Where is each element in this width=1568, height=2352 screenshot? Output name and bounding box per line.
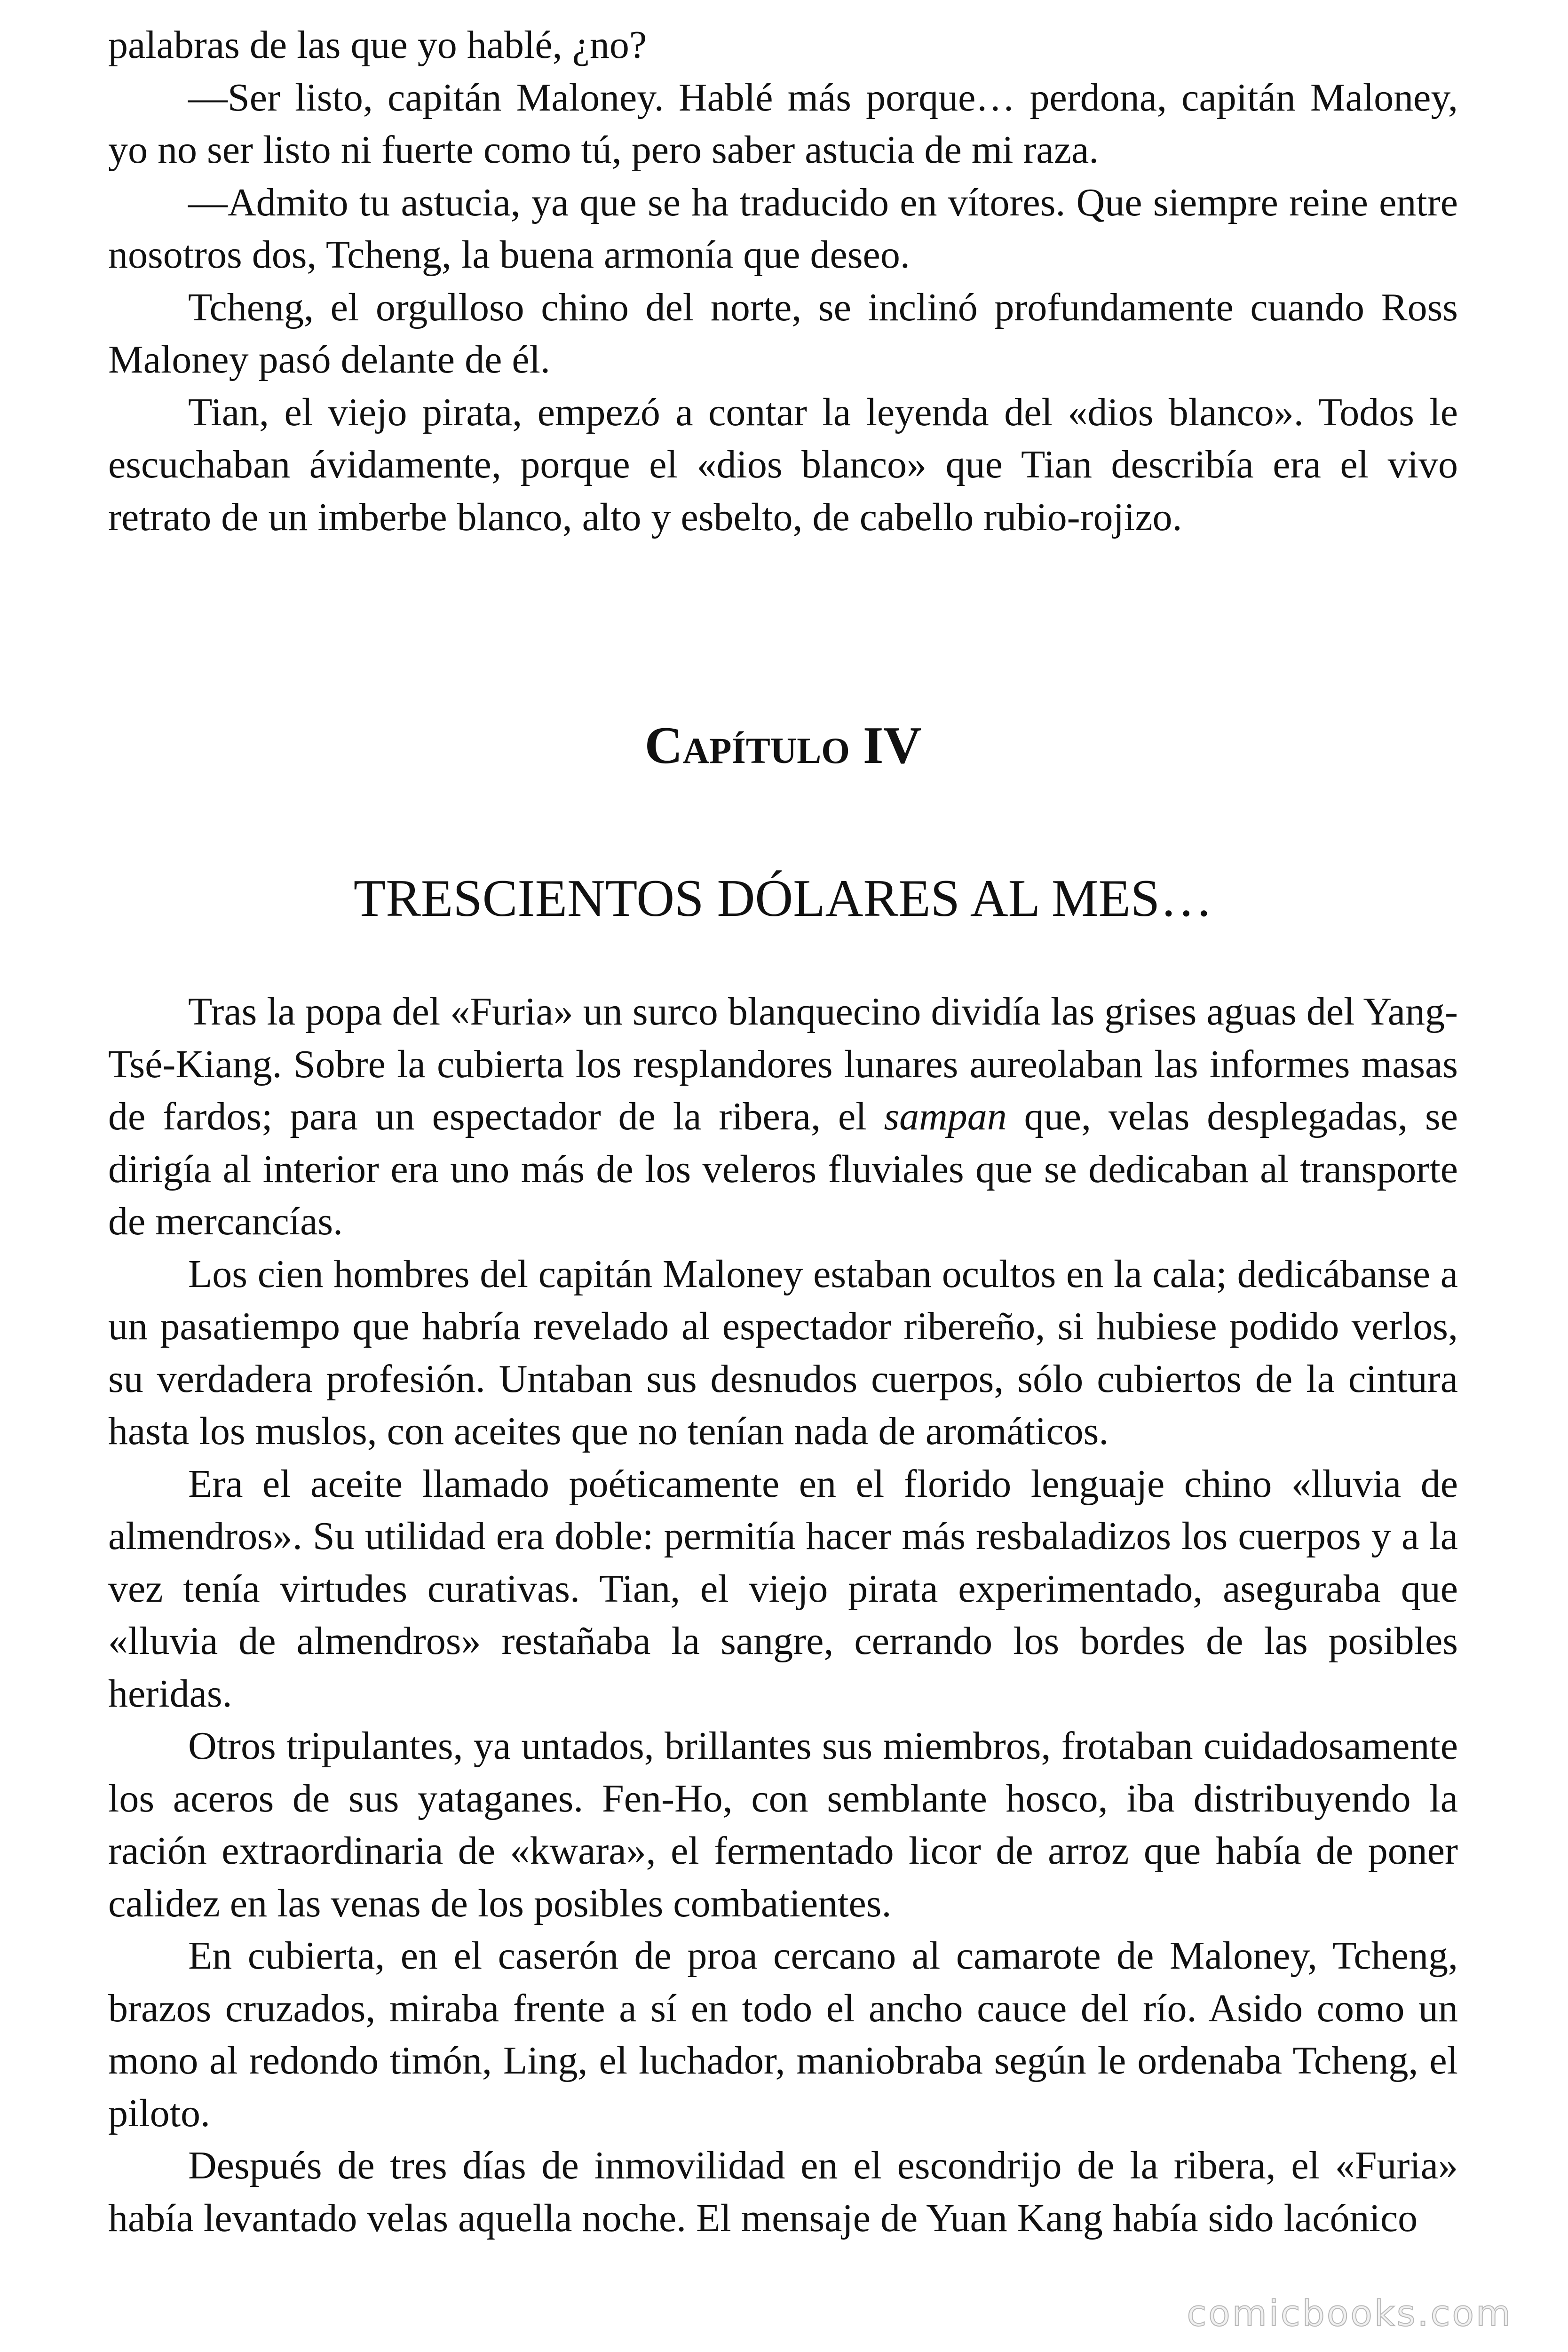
- chapter-number: IV: [863, 716, 922, 775]
- paragraph: Era el aceite llamado poéticamente en el florido lenguaje chino «lluvia de almendros». Su utilidad era doble: permitía hacer más resbaladizos los cuerpos y a la vez tenía virtudes curativas. Tian, el viejo pirata experimentado, aseguraba que «lluvia de almendros» restañaba la sangre, cerrando los bordes de las posibles heridas.: [108, 1462, 1458, 1716]
- paragraph: palabras de las que yo hablé, ¿no?: [108, 23, 647, 67]
- chapter-body: [108, 985, 1458, 2244]
- chapter-label-word: Capítulo: [644, 716, 850, 775]
- watermark-logo: comicbooks.com: [1187, 2292, 1513, 2334]
- paragraph: —Ser listo, capitán Maloney. Hablé más porque… perdona, capitán Maloney, yo no ser listo ni fuerte como tú, pero saber astucia de mi raza.: [108, 75, 1458, 172]
- paragraph: Tcheng, el orgulloso chino del norte, se inclinó profundamente cuando Ross Maloney pasó delante de él.: [108, 285, 1458, 381]
- paragraph-text: que, velas desplegadas, se dirigía al interior era uno más de los veleros fluviales que se dedicaban al transporte de mercancías.: [108, 1095, 1458, 1243]
- paragraph: Los cien hombres del capitán Maloney estaban ocultos en la cala; dedicábanse a un pasatiempo que habría revelado al espectador ribereño, si hubiese podido verlos, su verdadera profesión. Untaban sus desnudos cuerpos, sólo cubiertos de la cintura hasta los muslos, con aceites que no tenían nada de aromáticos.: [108, 1252, 1458, 1453]
- paragraph: [108, 985, 1458, 1248]
- paragraph: Después de tres días de inmovilidad en el escondrijo de la ribera, el «Furia» había levantado velas aquella noche. El mensaje de Yuan Kang había sido lacónico: [108, 2144, 1458, 2240]
- paragraph: Tian, el viejo pirata, empezó a contar la leyenda del «dios blanco». Todos le escuchaban ávidamente, porque el «dios blanco» que Tian describía era el vivo retrato de un imberbe blanco, alto y esbelto, de cabello rubio-rojizo.: [108, 390, 1458, 539]
- chapter-title: TRESCIENTOS DÓLARES AL MES…: [353, 869, 1213, 928]
- paragraph: —Admito tu astucia, ya que se ha traducido en vítores. Que siempre reine entre nosotros dos, Tcheng, la buena armonía que deseo.: [108, 180, 1458, 277]
- paragraph: En cubierta, en el caserón de proa cercano al camarote de Maloney, Tcheng, brazos cruzados, miraba frente a sí en todo el ancho cauce del río. Asido como un mono al redondo timón, Ling, el luchador, maniobraba según le ordenaba Tcheng, el piloto.: [108, 1934, 1458, 2135]
- paragraph: Otros tripulantes, ya untados, brillantes sus miembros, frotaban cuidadosamente los aceros de sus yataganes. Fen-Ho, con semblante hosco, iba distribuyendo la ración extraordinaria de «kwara», el fermentado licor de arroz que había de poner calidez en las venas de los posibles combatientes.: [108, 1724, 1458, 1925]
- chapter-number-heading: [108, 713, 1458, 779]
- italic-word: sampan: [884, 1095, 1007, 1138]
- previous-chapter-ending: [108, 19, 1458, 543]
- paragraph-text: Tras la popa del «Furia» un surco blanquecino dividía las grises aguas del Yang-Tsé-Kiang. Sobre la cubierta los resplandores lunares aureolaban las informes masas de fardos; para un espectador de la ribera, el: [108, 990, 1458, 1138]
